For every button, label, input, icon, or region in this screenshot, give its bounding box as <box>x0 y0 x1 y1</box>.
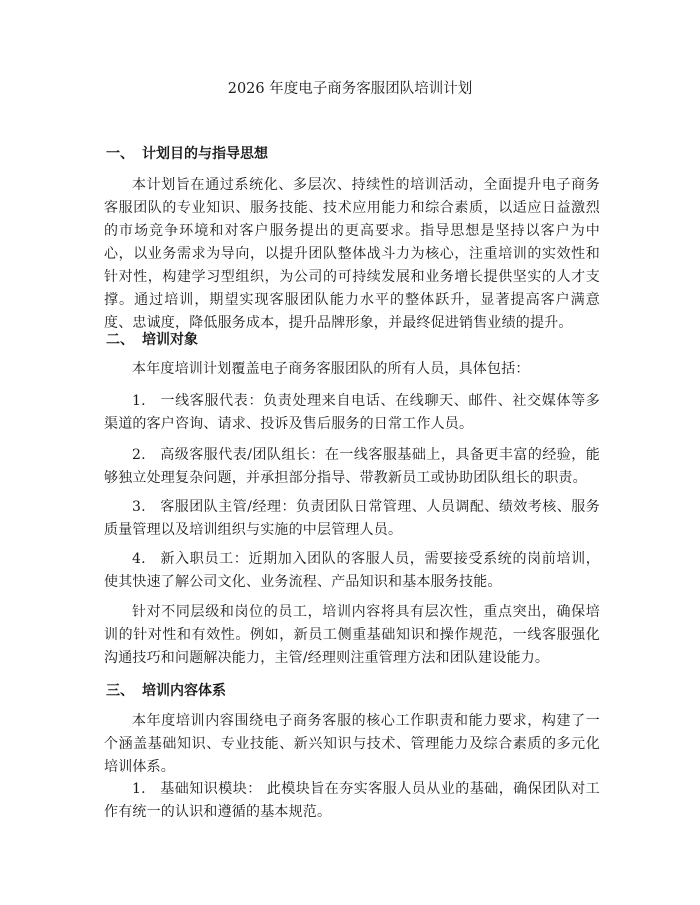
section-number: 一、 <box>106 146 134 162</box>
document-title: 2026 年度电子商务客服团队培训计划 <box>227 81 473 97</box>
list-item <box>104 548 600 594</box>
section-number: 二、 <box>106 332 134 348</box>
list-item-text: 新入职员工：近期加入团队的客服人员，需要接受系统的岗前培训，使其快速了解公司文化、业务流程、产品知识和基本服务技能。 <box>104 551 600 590</box>
section-heading-3 <box>106 681 226 701</box>
list-item-text: 基础知识模块： 此模块旨在夯实客服人员从业的基础，确保团队对工作有统一的认识和遵循的基本规范。 <box>104 781 600 820</box>
section-title: 培训对象 <box>142 332 198 348</box>
list-item-text: 客服团队主管/经理：负责团队日常管理、人员调配、绩效考核、服务质量管理以及培训组织与实施的中层管理人员。 <box>104 499 600 538</box>
list-item-text: 高级客服代表/团队组长：在一线客服基础上，具备更丰富的经验，能够独立处理复杂问题，并承担部分指导、带教新员工或协助团队组长的职责。 <box>104 447 600 486</box>
list-item <box>104 390 600 436</box>
list-item-number: 1. <box>132 781 146 797</box>
section-title: 计划目的与指导思想 <box>142 146 268 162</box>
list-item <box>104 778 600 824</box>
section-number: 三、 <box>106 683 134 699</box>
list-item <box>104 496 600 542</box>
section-1-paragraph: 本计划旨在通过系统化、多层次、持续性的培训活动，全面提升电子商务客服团队的专业知识、服务技能、技术应用能力和综合素质，以适应日益激烈的市场竞争环境和对客户服务提出的更高要求。指导思想是坚持以客户为中心，以业务需求为导向，以提升团队整体战斗力为核心，注重培训的实效性和针对性，构建学习型组织，为公司的可持续发展和业务增长提供坚实的人才支撑。通过培训，期望实现客服团队能力水平的整体跃升，显著提高客户满意度、忠诚度，降低服务成本，提升品牌形象，并最终促进销售业绩的提升。 <box>104 177 600 331</box>
list-item-number: 2. <box>132 447 146 463</box>
list-item-number: 1. <box>132 393 146 409</box>
list-item-text: 一线客服代表：负责处理来自电话、在线聊天、邮件、社交媒体等多渠道的客户咨询、请求、投诉及售后服务的日常工作人员。 <box>104 393 600 432</box>
section-heading-2 <box>106 330 198 350</box>
list-item-number: 4. <box>132 551 146 567</box>
list-item-number: 3. <box>132 499 146 515</box>
section-2-closing: 针对不同层级和岗位的员工，培训内容将具有层次性，重点突出，确保培训的针对性和有效性。例如，新员工侧重基础知识和操作规范，一线客服强化沟通技巧和问题解决能力，主管/经理则注重管理方法和团队建设能力。 <box>104 604 600 666</box>
list-item <box>104 444 600 490</box>
section-3-intro: 本年度培训内容围绕电子商务客服的核心工作职责和能力要求，构建了一个涵盖基础知识、专业技能、新兴知识与技术、管理能力及综合素质的多元化培训体系。 <box>104 713 600 775</box>
section-heading-1 <box>106 144 268 164</box>
section-title: 培训内容体系 <box>142 683 226 699</box>
section-2-intro: 本年度培训计划覆盖电子商务客服团队的所有人员，具体包括： <box>132 361 530 377</box>
